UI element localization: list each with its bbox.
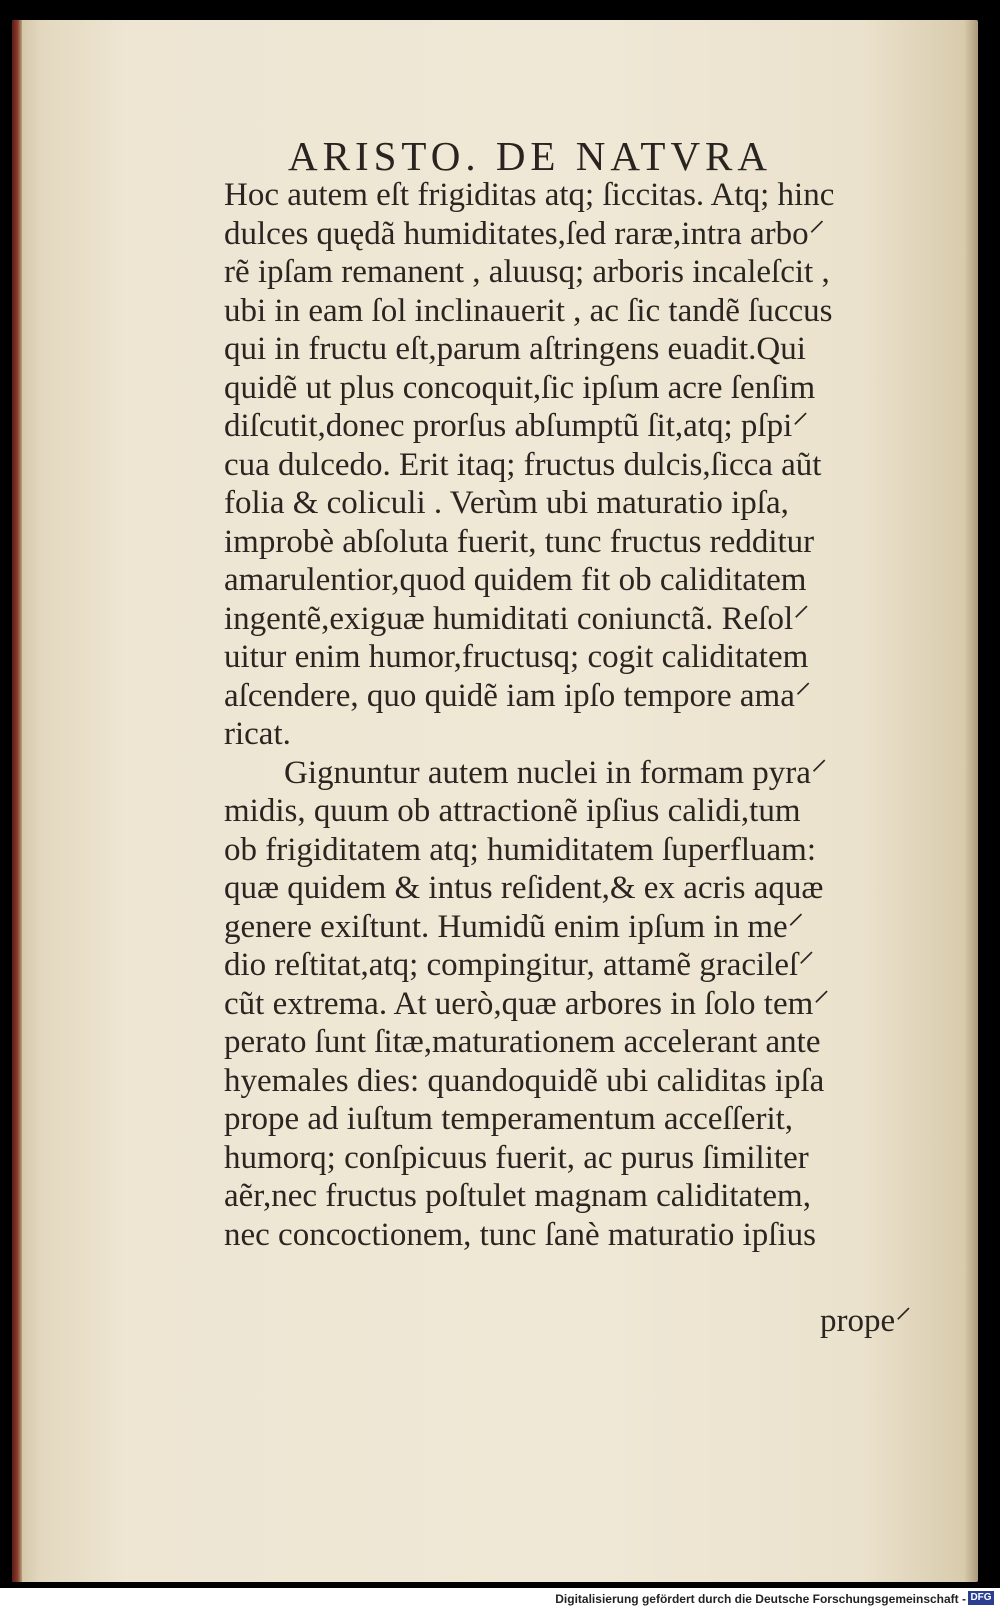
running-head: ARISTO. DE NATVRA (288, 133, 773, 179)
text-line: aſcendere, quo quidẽ iam ipſo tempore ama⸍ (224, 677, 812, 714)
text-line: perato ſunt ſitæ,maturationem accelerant ante (224, 1024, 821, 1060)
dfg-logo: DFG (968, 1591, 994, 1605)
body-text (224, 176, 924, 1254)
text-line: dio reſtitat,atq; compingitur, attamẽ gracileſ⸍ (224, 947, 815, 983)
text-line: uitur enim humor,fructusq; cogit caliditatem (224, 639, 809, 675)
scanned-page (0, 14, 1000, 1586)
text-line: aẽr,nec fructus poſtulet magnam caliditatem, (224, 1178, 811, 1214)
text-line: ingentẽ,exiguæ humiditati coniunctã. Reſol⸍ (224, 600, 810, 637)
digitization-footer (0, 1588, 1000, 1612)
text-line: rẽ ipſam remanent , aluusq; arboris incaleſcit , (224, 254, 830, 290)
text-line-paragraph-start: Gignuntur autem nuclei in formam pyra⸍ (284, 754, 828, 791)
page-edge-shadow (964, 20, 978, 1582)
text-line: diſcutit,donec prorſus abſumptũ ſit,atq; pſpi⸍ (224, 408, 809, 444)
text-line: quidẽ ut plus concoquit,ſic ipſum acre ſenſim (224, 369, 816, 406)
text-line: ob frigiditatem atq; humiditatem ſuperfluam: (224, 831, 817, 868)
text-line: cũt extrema. At uerò,quæ arbores in ſolo tem⸍ (224, 985, 830, 1022)
text-line: genere exiſtunt. Humidũ enim ipſum in me⸍ (224, 908, 805, 945)
text-line: folia & coliculi . Verùm ubi maturatio ipſa, (224, 485, 789, 521)
text-line: amarulentior,quod quidem fit ob caliditatem (224, 562, 807, 598)
text-line: dulces quędã humiditates,ſed raræ,intra arbo⸍ (224, 215, 826, 252)
funding-credit: Digitalisierung gefördert durch die Deutsche Forschungsgemeinschaft - (555, 1592, 966, 1606)
text-line: quæ quidem & intus reſident,& ex acris aquæ (224, 870, 824, 906)
text-line: hyemales dies: quandoquidẽ ubi caliditas ipſa (224, 1062, 825, 1099)
text-line: nec concoctionem, tunc ſanè maturatio ipſius (224, 1216, 816, 1253)
text-line: qui in fructu eſt,parum aſtringens euadit.Qui (224, 331, 806, 367)
text-line: improbè abſoluta fuerit, tunc fructus redditur (224, 523, 815, 560)
text-line: midis, quum ob attractionẽ ipſius calidi,tum (224, 793, 801, 829)
text-line: prope ad iuſtum temperamentum acceſſerit, (224, 1101, 794, 1137)
text-line: humorq; conſpicuus fuerit, ac purus ſimiliter (224, 1139, 809, 1176)
catchword: prope⸍ (820, 1303, 912, 1339)
text-line: ubi in eam ſol inclinauerit , ac ſic tandẽ ſuccus (224, 292, 833, 329)
text-line: Hoc autem eſt frigiditas atq; ſiccitas. Atq; hinc (224, 177, 835, 213)
text-line: ricat. (224, 716, 291, 752)
text-line: cua dulcedo. Erit itaq; fructus dulcis,ſicca aũt (224, 446, 822, 483)
book-spine-edge (12, 20, 22, 1582)
